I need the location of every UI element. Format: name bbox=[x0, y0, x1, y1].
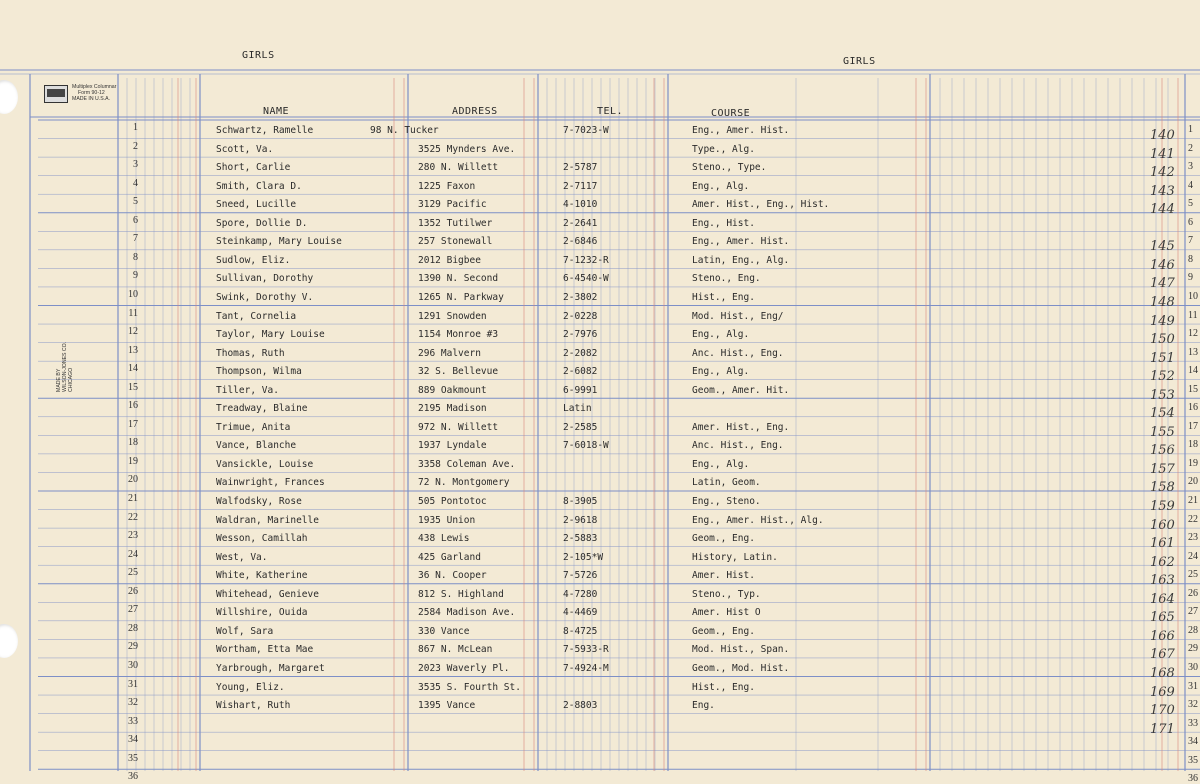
row-number: 29 bbox=[128, 641, 138, 653]
row-number-right: 25 bbox=[1188, 569, 1198, 581]
tel-cell: 7-5726 bbox=[563, 570, 598, 582]
row-number-right: 30 bbox=[1188, 661, 1198, 673]
course-cell: Steno., Eng. bbox=[692, 273, 761, 285]
header-right: GIRLS bbox=[843, 56, 876, 67]
course-cell: Hist., Eng. bbox=[692, 291, 755, 303]
tel-cell: 2-2641 bbox=[563, 217, 598, 229]
course-cell: Anc. Hist., Eng. bbox=[692, 347, 784, 359]
address-cell: 296 Malvern bbox=[418, 347, 481, 359]
row-number-right: 9 bbox=[1188, 272, 1193, 284]
course-cell: Eng., Amer. Hist., Alg. bbox=[692, 514, 824, 526]
name-cell: Treadway, Blaine bbox=[216, 403, 308, 415]
handwritten-record-number: 170 bbox=[1150, 703, 1175, 719]
tel-cell: 2-7117 bbox=[563, 180, 598, 192]
row-number: 16 bbox=[128, 400, 138, 412]
row-number-right: 1 bbox=[1188, 124, 1193, 135]
tel-cell: 6-4540-W bbox=[563, 273, 609, 285]
course-cell: Steno., Type. bbox=[692, 162, 767, 174]
row-number-right: 35 bbox=[1188, 754, 1198, 766]
handwritten-record-number: 153 bbox=[1150, 387, 1175, 403]
tel-cell: 7-7023-W bbox=[563, 125, 609, 136]
name-cell: Sneed, Lucille bbox=[216, 199, 297, 211]
row-number-right: 4 bbox=[1188, 179, 1193, 191]
row-number: 1 bbox=[133, 122, 138, 133]
row-number: 5 bbox=[133, 196, 138, 208]
row-number-right: 32 bbox=[1188, 699, 1198, 711]
row-number: 26 bbox=[128, 585, 138, 597]
address-cell: 972 N. Willett bbox=[418, 421, 499, 433]
name-cell: White, Katherine bbox=[216, 570, 308, 582]
name-cell: Tiller, Va. bbox=[216, 384, 279, 396]
tel-cell: 7-4924-M bbox=[563, 662, 609, 674]
address-cell: 280 N. Willett bbox=[418, 162, 499, 174]
handwritten-record-number: 171 bbox=[1150, 721, 1175, 737]
course-cell: Amer. Hist., Eng., Hist. bbox=[692, 199, 830, 211]
name-cell: Thomas, Ruth bbox=[216, 347, 285, 359]
row-number: 30 bbox=[128, 659, 138, 671]
column-header-tel: TEL. bbox=[597, 106, 624, 117]
address-cell: 1291 Snowden bbox=[418, 310, 487, 322]
address-cell: 32 S. Bellevue bbox=[418, 366, 499, 378]
address-cell: 3525 Mynders Ave. bbox=[418, 143, 516, 155]
row-number: 11 bbox=[128, 307, 138, 319]
row-number-right: 22 bbox=[1188, 513, 1198, 525]
tel-cell: 2-5787 bbox=[563, 162, 598, 174]
address-cell: 1935 Union bbox=[418, 514, 476, 526]
handwritten-record-number: 145 bbox=[1150, 239, 1175, 255]
handwritten-record-number: 142 bbox=[1150, 165, 1175, 181]
row-number: 22 bbox=[128, 511, 138, 523]
row-number: 21 bbox=[128, 493, 138, 504]
column-header-course: COURSE bbox=[711, 108, 751, 119]
row-number-right: 34 bbox=[1188, 736, 1198, 748]
handwritten-record-number: 150 bbox=[1150, 332, 1175, 348]
tel-cell: 4-1010 bbox=[563, 199, 598, 211]
course-cell: Latin, Geom. bbox=[692, 477, 761, 489]
tel-cell: 7-1232-R bbox=[563, 254, 609, 266]
handwritten-record-number: 140 bbox=[1150, 128, 1175, 143]
address-cell: 1225 Faxon bbox=[418, 180, 476, 192]
row-number: 33 bbox=[128, 715, 138, 727]
handwritten-record-number: 147 bbox=[1150, 276, 1175, 292]
row-number-right: 17 bbox=[1188, 420, 1198, 432]
tel-cell: 8-4725 bbox=[563, 625, 598, 637]
row-number: 4 bbox=[133, 177, 138, 189]
tel-cell: 2-9618 bbox=[563, 514, 598, 526]
address-cell: 3129 Pacific bbox=[418, 199, 487, 211]
name-cell: Trimue, Anita bbox=[216, 421, 291, 433]
form-info bbox=[72, 84, 116, 102]
name-cell: Thompson, Wilma bbox=[216, 366, 302, 378]
address-cell: 2584 Madison Ave. bbox=[418, 607, 516, 619]
handwritten-record-number: 159 bbox=[1150, 499, 1175, 514]
name-cell: Schwartz, Ramelle bbox=[216, 125, 314, 136]
course-cell: Amer. Hist., Eng. bbox=[692, 421, 790, 433]
row-number-right: 33 bbox=[1188, 717, 1198, 729]
course-cell: Geom., Eng. bbox=[692, 625, 755, 637]
address-cell: 3535 S. Fourth St. bbox=[418, 681, 521, 693]
course-cell: Geom., Amer. Hit. bbox=[692, 384, 790, 396]
row-number-right: 20 bbox=[1188, 476, 1198, 488]
tel-cell: 4-4469 bbox=[563, 607, 598, 619]
tel-cell: 8-3905 bbox=[563, 496, 598, 507]
tel-cell: 2-7976 bbox=[563, 329, 598, 341]
extra-cell: 98 N. Tucker bbox=[370, 125, 439, 136]
row-number: 13 bbox=[128, 344, 138, 356]
name-cell: Sullivan, Dorothy bbox=[216, 273, 314, 285]
row-number: 31 bbox=[128, 678, 138, 690]
column-header-address: ADDRESS bbox=[452, 106, 498, 117]
form-info-line: MADE IN U.S.A. bbox=[72, 96, 111, 102]
name-cell: Willshire, Ouida bbox=[216, 607, 308, 619]
row-number-right: 29 bbox=[1188, 643, 1198, 655]
row-number-right: 36 bbox=[1188, 773, 1198, 784]
tel-cell: 2-105*W bbox=[563, 551, 604, 563]
handwritten-record-number: 165 bbox=[1150, 610, 1175, 626]
row-number-right: 16 bbox=[1188, 402, 1198, 414]
address-cell: 257 Stonewall bbox=[418, 236, 493, 248]
tel-cell: 2-8803 bbox=[563, 700, 598, 712]
row-number: 27 bbox=[128, 604, 138, 616]
row-number: 32 bbox=[128, 697, 138, 709]
address-cell: 1154 Monroe #3 bbox=[418, 329, 499, 341]
row-number: 15 bbox=[128, 381, 138, 393]
row-number-right: 10 bbox=[1188, 290, 1198, 302]
form-info-line: Form 90-12 bbox=[78, 90, 105, 96]
course-cell: Eng., Alg. bbox=[692, 366, 750, 378]
handwritten-record-number: 146 bbox=[1150, 257, 1175, 273]
row-number-right: 3 bbox=[1188, 161, 1193, 173]
handwritten-record-number: 163 bbox=[1150, 573, 1175, 589]
row-number-right: 31 bbox=[1188, 680, 1198, 692]
course-cell: Geom., Mod. Hist. bbox=[692, 662, 790, 674]
name-cell: Walfodsky, Rose bbox=[216, 496, 302, 507]
handwritten-record-number: 168 bbox=[1150, 665, 1175, 681]
row-number: 28 bbox=[128, 622, 138, 634]
name-cell: West, Va. bbox=[216, 551, 268, 563]
address-cell: 812 S. Highland bbox=[418, 588, 504, 600]
course-cell: Eng., Alg. bbox=[692, 180, 750, 192]
course-cell: Hist., Eng. bbox=[692, 681, 755, 693]
name-cell: Vansickle, Louise bbox=[216, 458, 314, 470]
course-cell: Eng. bbox=[692, 700, 715, 712]
tel-cell: 2-3802 bbox=[563, 291, 598, 303]
address-cell: 2023 Waverly Pl. bbox=[418, 662, 510, 674]
maker-imprint bbox=[56, 342, 74, 392]
handwritten-record-number: 169 bbox=[1150, 684, 1175, 700]
name-cell: Smith, Clara D. bbox=[216, 180, 302, 192]
address-cell: 505 Pontotoc bbox=[418, 496, 487, 507]
row-number-right: 2 bbox=[1188, 142, 1193, 154]
name-cell: Wainwright, Frances bbox=[216, 477, 325, 489]
name-cell: Swink, Dorothy V. bbox=[216, 291, 314, 303]
course-cell: Mod. Hist., Span. bbox=[692, 644, 790, 656]
handwritten-record-number: 167 bbox=[1150, 647, 1175, 663]
tel-cell: 2-0228 bbox=[563, 310, 598, 322]
name-cell: Steinkamp, Mary Louise bbox=[216, 236, 342, 248]
row-number-right: 24 bbox=[1188, 550, 1198, 562]
address-cell: 330 Vance bbox=[418, 625, 470, 637]
maker-line: WILSON-JONES CO. bbox=[62, 341, 68, 392]
course-cell: Latin, Eng., Alg. bbox=[692, 254, 790, 266]
tel-cell: 2-6846 bbox=[563, 236, 598, 248]
name-cell: Wishart, Ruth bbox=[216, 700, 291, 712]
name-cell: Wolf, Sara bbox=[216, 625, 274, 637]
course-cell: Amer. Hist O bbox=[692, 607, 761, 619]
address-cell: 1395 Vance bbox=[418, 700, 476, 712]
course-cell: Eng., Hist. bbox=[692, 217, 755, 229]
tel-cell: 4-7280 bbox=[563, 588, 598, 600]
row-number-right: 28 bbox=[1188, 624, 1198, 636]
course-cell: Eng., Alg. bbox=[692, 329, 750, 341]
address-cell: 1352 Tutilwer bbox=[418, 217, 493, 229]
course-cell: Mod. Hist., Eng/ bbox=[692, 310, 784, 322]
address-cell: 438 Lewis bbox=[418, 533, 470, 545]
course-cell: Eng., Alg. bbox=[692, 458, 750, 470]
row-number: 24 bbox=[128, 548, 138, 560]
row-number: 23 bbox=[128, 530, 138, 542]
row-number-right: 27 bbox=[1188, 606, 1198, 618]
row-number: 35 bbox=[128, 752, 138, 764]
name-cell: Sudlow, Eliz. bbox=[216, 254, 291, 266]
handwritten-record-number: 149 bbox=[1150, 313, 1175, 329]
handwritten-record-number: 158 bbox=[1150, 480, 1175, 496]
name-cell: Whitehead, Genieve bbox=[216, 588, 319, 600]
row-number-right: 21 bbox=[1188, 495, 1198, 506]
name-cell: Tant, Cornelia bbox=[216, 310, 297, 322]
row-number: 6 bbox=[133, 214, 138, 226]
handwritten-record-number: 154 bbox=[1150, 406, 1175, 422]
row-number-right: 12 bbox=[1188, 328, 1198, 340]
row-number: 12 bbox=[128, 326, 138, 338]
handwritten-record-number: 162 bbox=[1150, 554, 1175, 570]
row-number-right: 6 bbox=[1188, 216, 1193, 228]
tel-cell: 2-2585 bbox=[563, 421, 598, 433]
maker-line: CHICAGO bbox=[68, 367, 74, 392]
row-number-right: 18 bbox=[1188, 439, 1198, 451]
course-cell: Amer. Hist. bbox=[692, 570, 755, 582]
course-cell: Type., Alg. bbox=[692, 143, 755, 155]
row-number: 10 bbox=[128, 288, 138, 300]
name-cell: Yarbrough, Margaret bbox=[216, 662, 325, 674]
course-cell: Eng., Steno. bbox=[692, 496, 761, 507]
wilson-jones-logo bbox=[44, 85, 68, 103]
header-left: GIRLS bbox=[242, 50, 275, 61]
address-cell: 1265 N. Parkway bbox=[418, 291, 504, 303]
handwritten-record-number: 152 bbox=[1150, 369, 1175, 385]
row-number-right: 26 bbox=[1188, 587, 1198, 599]
row-number: 2 bbox=[133, 140, 138, 152]
handwritten-record-number: 148 bbox=[1150, 294, 1175, 310]
name-cell: Wesson, Camillah bbox=[216, 533, 308, 545]
address-cell: 867 N. McLean bbox=[418, 644, 493, 656]
maker-line: MADE BY bbox=[56, 368, 62, 392]
handwritten-record-number: 166 bbox=[1150, 628, 1175, 644]
handwritten-record-number: 155 bbox=[1150, 424, 1175, 440]
course-cell: Geom., Eng. bbox=[692, 533, 755, 545]
address-cell: 889 Oakmount bbox=[418, 384, 487, 396]
row-number: 36 bbox=[128, 771, 138, 783]
row-number: 19 bbox=[128, 455, 138, 467]
column-header-name: NAME bbox=[263, 106, 290, 117]
row-number: 14 bbox=[128, 363, 138, 375]
handwritten-record-number: 157 bbox=[1150, 461, 1175, 477]
handwritten-record-number: 160 bbox=[1150, 517, 1175, 533]
address-cell: 1390 N. Second bbox=[418, 273, 499, 285]
name-cell: Young, Eliz. bbox=[216, 681, 285, 693]
name-cell: Scott, Va. bbox=[216, 143, 274, 155]
address-cell: 72 N. Montgomery bbox=[418, 477, 510, 489]
row-number-right: 7 bbox=[1188, 235, 1193, 247]
course-cell: Steno., Typ. bbox=[692, 588, 761, 600]
row-number-right: 5 bbox=[1188, 198, 1193, 210]
address-cell: 425 Garland bbox=[418, 551, 481, 563]
row-number: 20 bbox=[128, 474, 138, 486]
logo-mark bbox=[47, 89, 65, 97]
row-number-right: 11 bbox=[1188, 309, 1198, 321]
tel-cell: 7-6018-W bbox=[563, 440, 609, 452]
row-number: 9 bbox=[133, 270, 138, 282]
tel-cell: 2-5883 bbox=[563, 533, 598, 545]
row-number: 18 bbox=[128, 437, 138, 449]
handwritten-record-number: 156 bbox=[1150, 443, 1175, 459]
name-cell: Waldran, Marinelle bbox=[216, 514, 319, 526]
tel-cell: 2-6082 bbox=[563, 366, 598, 378]
handwritten-record-number: 164 bbox=[1150, 591, 1175, 607]
handwritten-record-number: 141 bbox=[1150, 146, 1175, 162]
handwritten-record-number: 151 bbox=[1150, 350, 1175, 366]
row-number-right: 19 bbox=[1188, 457, 1198, 469]
name-cell: Taylor, Mary Louise bbox=[216, 329, 325, 341]
row-number-right: 23 bbox=[1188, 532, 1198, 544]
address-cell: 3358 Coleman Ave. bbox=[418, 458, 516, 470]
course-cell: Anc. Hist., Eng. bbox=[692, 440, 784, 452]
address-cell: 2195 Madison bbox=[418, 403, 487, 415]
course-cell: Eng., Amer. Hist. bbox=[692, 236, 790, 248]
address-cell: 1937 Lyndale bbox=[418, 440, 487, 452]
row-number: 8 bbox=[133, 251, 138, 263]
row-number: 17 bbox=[128, 418, 138, 430]
name-cell: Vance, Blanche bbox=[216, 440, 297, 452]
form-info-line: Multiplex Columnar bbox=[72, 84, 117, 90]
row-number-right: 8 bbox=[1188, 253, 1193, 265]
course-cell: History, Latin. bbox=[692, 551, 778, 563]
row-number-right: 13 bbox=[1188, 346, 1198, 358]
tel-cell: Latin bbox=[563, 403, 592, 415]
tel-cell: 6-9991 bbox=[563, 384, 598, 396]
handwritten-record-number: 161 bbox=[1150, 536, 1175, 552]
row-number: 7 bbox=[133, 233, 138, 245]
name-cell: Wortham, Etta Mae bbox=[216, 644, 314, 656]
address-cell: 2012 Bigbee bbox=[418, 254, 481, 266]
row-number-right: 14 bbox=[1188, 365, 1198, 377]
handwritten-record-number: 143 bbox=[1150, 183, 1175, 199]
row-number: 3 bbox=[133, 159, 138, 171]
address-cell: 36 N. Cooper bbox=[418, 570, 487, 582]
row-number: 34 bbox=[128, 734, 138, 746]
handwritten-record-number: 144 bbox=[1150, 202, 1175, 218]
course-cell: Eng., Amer. Hist. bbox=[692, 125, 790, 136]
name-cell: Short, Carlie bbox=[216, 162, 291, 174]
tel-cell: 2-2082 bbox=[563, 347, 598, 359]
tel-cell: 7-5933-R bbox=[563, 644, 609, 656]
row-number: 25 bbox=[128, 567, 138, 579]
row-number-right: 15 bbox=[1188, 383, 1198, 395]
name-cell: Spore, Dollie D. bbox=[216, 217, 308, 229]
